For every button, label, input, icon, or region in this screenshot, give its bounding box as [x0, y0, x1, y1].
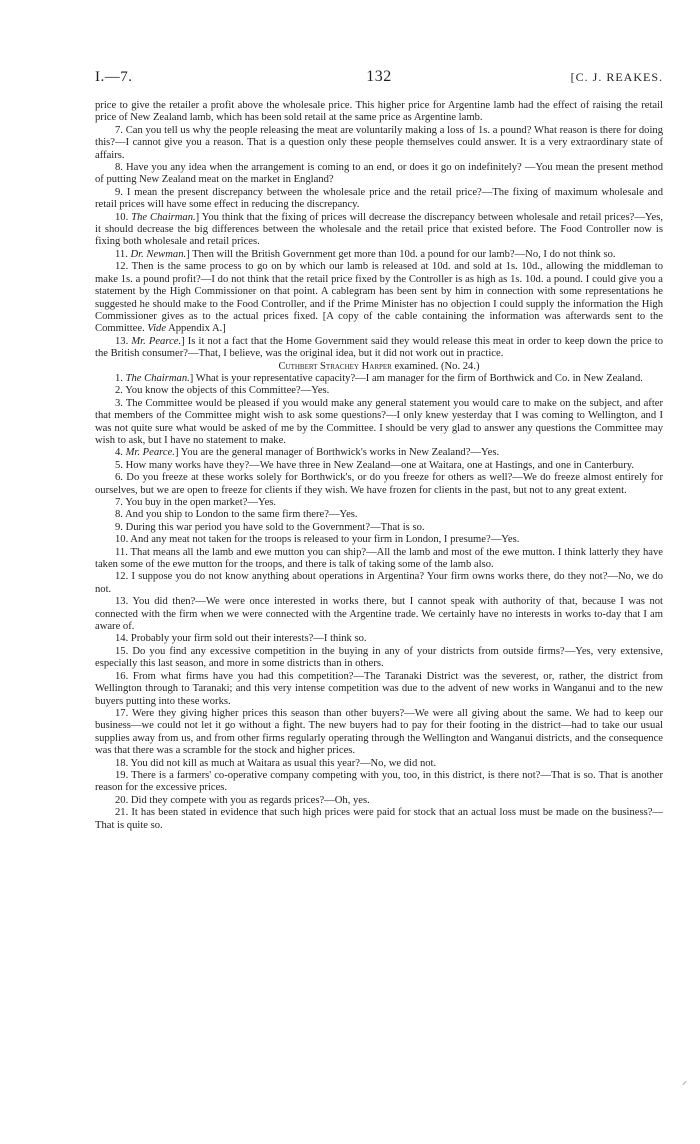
paragraph: 21. It has been stated in evidence that such high prices were paid for stock that an actual loss must be made on the business?—That is quite so.: [95, 807, 663, 831]
paragraph: 18. You did not kill as much at Waitara as usual this year?—No, we did not.: [115, 757, 437, 769]
speaker-name: The Chairman.: [131, 211, 196, 223]
speaker-name: Mr. Pearce.: [125, 447, 175, 459]
report-reference: I.—7.: [95, 69, 133, 85]
paragraph: 19. There is a farmers' co-operative company competing with you, too, in this district, is there not?—That is so. That is another reason for the excessive prices.: [95, 769, 663, 794]
speaker-name: Mr. Pearce.: [131, 335, 182, 347]
speaker-name: The Chairman.: [125, 372, 190, 384]
paragraph: 2. You know the objects of this Committee?—Yes.: [115, 385, 330, 397]
paragraph: 4. Mr. Pearce.] You are the general manager of Borthwick's works in New Zealand?—Yes.: [115, 447, 500, 459]
paragraph: 6. Do you freeze at these works solely for Borthwick's, or do you freeze for others as well?—We do freeze almost entirely for ourselves, but we are open to freeze for clients if they wish. We have frozen for clients in the past, but not to any great extent.: [95, 472, 663, 496]
paragraph: 11. Dr. Newman.] Then will the British Government get more than 10d. a pound for our lamb?—No, I do not think so.: [115, 248, 616, 260]
paragraph: 9. I mean the present discrepancy between the wholesale price and the retail price?—The fixing of maximum wholesale and retail prices will have some effect in reducing the discrepancy.: [95, 186, 663, 211]
paragraph: 8. Have you any idea when the arrangement is coming to an end, or does it go on indefinitely? —You mean the present method of putting New Zealand meat on the market in England?: [95, 162, 663, 186]
paragraph: 17. Were they giving higher prices this season than other buyers?—We were all giving about the same. We had to keep our business—we could not let it go without a fight. The new buyers had to pay for their footing in the district—had to take our usual supplies away from us, and from other firms regularly operating through the Wellington and Wanganui districts, and the consequence was that there was a scramble for the stock and higher prices.: [95, 707, 663, 757]
paragraph: 20. Did they compete with you as regards prices?—Oh, yes.: [115, 794, 370, 806]
paragraph: 16. From what firms have you had this competition?—The Taranaki District was the severest, or, rather, the district from Wellington through to Taranaki; and this very intense competition was due to the advent of new works in Wanganui and to the new buyers putting into these works.: [95, 670, 663, 707]
paragraph: 5. How many works have they?—We have three in New Zealand—one at Waitara, one at Hastings, and one in Canterbury.: [115, 459, 634, 471]
paragraph: 13. You did then?—We were once interested in works there, but I cannot speak with authority of that, because I was not connected with the firm when we were connected with the Argentine trade. We certainly have no interests in works to-day that I am aware of.: [95, 596, 663, 633]
paragraph: 10. And any meat not taken for the troops is released to your firm in London, I presume?—Yes.: [115, 534, 520, 546]
witness-name: Cuthbert Strachey Harper: [278, 360, 392, 372]
paragraph: 7. Can you tell us why the people releasing the meat are voluntarily making a loss of 1s. a pound? What reason is there for doing this?—I cannot give you a reason. That is a question only these people themselves could answer. It is a very extraordinary state of affairs.: [95, 124, 663, 161]
paragraph: price to give the retailer a profit above the wholesale price. This higher price for Argentine lamb had the effect of raising the retail price of New Zealand lamb, which has been sold retail at the same price as Argentine lamb.: [95, 100, 663, 124]
paragraph: 11. That means all the lamb and ewe mutton you can ship?—All the lamb and most of the ewe mutton. I think latterly they have taken some of the ewe mutton for the troops, and there is talk of taking some of the lamb also.: [95, 546, 663, 571]
paragraph: 15. Do you find any excessive competition in the buying in any of your districts from outside firms?—Yes, very extensive, especially this last season, and more in some districts than in others.: [95, 645, 663, 670]
paragraph: 10. The Chairman.] You think that the fixing of prices will decrease the discrepancy between wholesale and retail prices?—Yes, it should decrease the big differences between the wholesale and the retail price that existed before. The Food Controller now is fixing both wholesale and retail prices.: [95, 211, 663, 248]
paragraph: 12. Then is the same process to go on by which our lamb is released at 10d. and sold at 1s. 10d., allowing the middleman to make 1s. a pound profit?—I do not think that the retail price fixed by the Controller is as high as 1s. 10d. a pound. I could give you a statement by the High Commissioner on that point. A cablegram has been sent by him in connection with some representations he suggested he should make to the Food Controller, and if the Prime Minister has no objection I could supply the information the High Commissioner gives as to the actual prices fixed. [A copy of the cable containing the information was afterwards sent to the Committee. Vide Appendix A.]: [95, 261, 663, 335]
page-header: [95, 68, 663, 86]
paragraph: 7. You buy in the open market?—Yes.: [115, 497, 277, 508]
page-number: 132: [366, 68, 392, 85]
paragraph: 1. The Chairman.] What is your representative capacity?—I am manager for the firm of Borthwick and Co. in New Zealand.: [115, 372, 643, 384]
paragraph: 9. During this war period you have sold to the Government?—That is so.: [115, 521, 425, 533]
paragraph: 13. Mr. Pearce.] Is it not a fact that the Home Government said they would release this meat in order to keep down the price to the British consumer?—That, I believe, was the original idea, but it did not work out in practice.: [95, 335, 664, 360]
paragraph: 14. Probably your firm sold out their interests?—I think so.: [115, 633, 367, 645]
paragraph: 12. I suppose you do not know anything about operations in Argentina? Your firm owns works there, do they not?—No, we do not.: [95, 571, 663, 595]
witness-reference: [C. J. REAKES.: [570, 70, 663, 84]
document-page: [95, 68, 663, 832]
paragraph: 8. And you ship to London to the same firm there?—Yes.: [115, 509, 358, 521]
margin-mark-icon: ⸝: [682, 1076, 687, 1087]
speaker-name: Dr. Newman.: [130, 248, 187, 260]
witness-heading: Cuthbert Strachey Harper examined. (No. 24.): [278, 360, 480, 372]
body-text: [95, 100, 663, 832]
paragraph: 3. The Committee would be pleased if you would make any general statement you would care to make on the subject, and after that members of the Committee might wish to ask some questions?—I only knew yesterday that I was coming to Wellington, and I was not quite sure what would be asked of me by the Committee. I should be very glad to answer any questions the Committee may wish to ask, but I have no statement to make.: [95, 397, 663, 446]
